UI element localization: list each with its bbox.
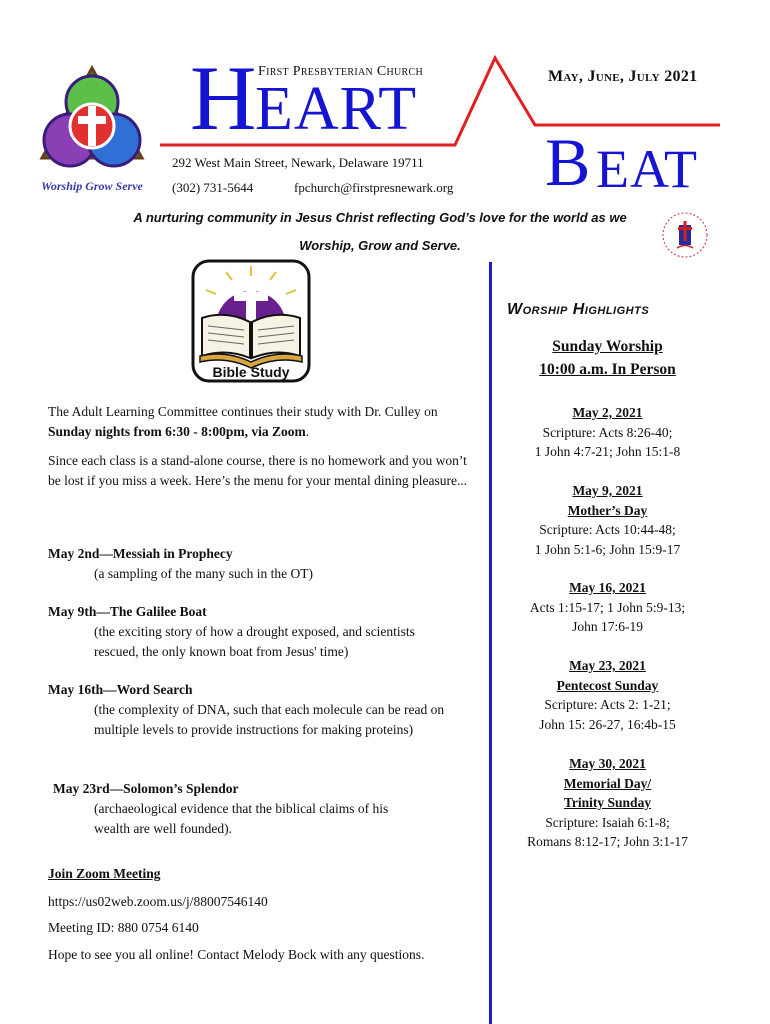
scripture-line: Scripture: Acts 8:26-40; [542,424,673,440]
church-name: First Presbyterian Church [258,64,423,79]
sunday-worship-title: Sunday Worship [552,338,663,355]
title-beat-rest: EAT [596,139,698,199]
intro-text-2: . [305,424,310,439]
bible-study-label: Bible Study [212,364,290,380]
church-email: fpchurch@firstpresnewark.org [294,180,454,195]
session-4 [53,779,478,839]
worship-date-may-16 [500,578,715,637]
title-letter-b: B [545,124,591,200]
sunday-worship-block [500,335,715,381]
logo-text: Worship Grow Serve [41,179,143,193]
worship-date-may-23 [500,656,715,734]
title-heart-rest: EART [255,75,418,143]
scripture-line: Acts 1:15-17; 1 John 5:9-13; [529,599,686,615]
worship-event: Pentecost Sunday [556,677,659,693]
church-phone: (302) 731-5644 [172,180,254,195]
worship-date-may-2 [500,403,715,462]
worship-event: Memorial Day/ [563,775,652,791]
bible-study-intro [48,402,473,442]
worship-highlights-heading: Worship Highlights [507,301,650,318]
scripture-line: 1 John 4:7-21; John 15:1-8 [534,444,681,459]
worship-date: May 2, 2021 [572,405,643,420]
session-2 [48,602,473,662]
session-3 [48,680,473,740]
intro-paragraph-2: Since each class is a stand-alone course, there is no homework and you won’t be lost if you miss a week. Here’s the menu for your mental dining pleasure... [48,453,468,488]
tagline-line1: A nurturing community in Jesus Christ reflecting God’s love for the world as we [133,210,627,225]
title-letter-h: H [190,47,257,149]
worship-date: May 23, 2021 [569,658,646,673]
pcusa-seal-icon [655,208,715,260]
scripture-line: Scripture: Acts 10:44-48; [539,522,676,537]
church-address: 292 West Main Street, Newark, Delaware 19711 [172,155,424,170]
intro-text-1: The Adult Learning Committee continues their study with Dr. Culley on [48,404,438,419]
session-title: May 23rd—Solomon’s Splendor [53,781,239,796]
sunday-worship-time: 10:00 a.m. In Person [539,361,676,378]
intro-bold: Sunday nights from 6:30 - 8:00pm, via Zoom [48,424,306,439]
tagline-line2: Worship, Grow and Serve. [299,238,461,253]
worship-event-2: Trinity Sunday [563,795,652,810]
worship-date: May 9, 2021 [572,483,643,498]
zoom-link[interactable]: https://us02web.zoom.us/j/88007546140 [48,894,268,909]
scripture-line: Scripture: Isaiah 6:1-8; [545,814,670,830]
session-title: May 9th—The Galilee Boat [48,604,207,619]
scripture-line: Scripture: Acts 2: 1-21; [544,697,671,712]
worship-date-may-9 [500,481,715,559]
scripture-line: Romans 8:12-17; John 3:1-17 [527,834,688,849]
session-desc: (the complexity of DNA, such that each molecule can be read on multiple levels to provide instructions for making proteins) [94,702,445,737]
worship-date: May 30, 2021 [569,756,646,771]
meeting-id: Meeting ID: 880 0754 6140 [48,920,199,935]
closing-text: Hope to see you all online! Contact Melody Bock with any questions. [48,947,425,962]
session-title: May 16th—Word Search [48,682,193,697]
session-desc: (archaeological evidence that the biblical claims of his wealth are well founded). [94,801,389,836]
column-divider [489,262,492,1024]
worship-event: Mother’s Day [567,502,648,518]
session-desc: (the exciting story of how a drought exposed, and scientists rescued, the only known boat from Jesus' time) [94,624,415,659]
scripture-line: John 15: 26-27, 16:4b-15 [539,716,676,732]
bible-study-icon [190,258,312,384]
scripture-line: 1 John 5:1-6; John 15:9-17 [534,541,681,557]
session-title: May 2nd—Messiah in Prophecy [48,546,233,561]
worship-date-may-30 [500,754,715,852]
worship-date: May 16, 2021 [569,580,646,595]
zoom-heading: Join Zoom Meeting [48,866,161,881]
scripture-line: John 17:6-19 [572,619,643,634]
issue-date: May, June, July 2021 [548,68,698,85]
session-1 [48,544,473,584]
session-desc: (a sampling of the many such in the OT) [94,566,313,581]
